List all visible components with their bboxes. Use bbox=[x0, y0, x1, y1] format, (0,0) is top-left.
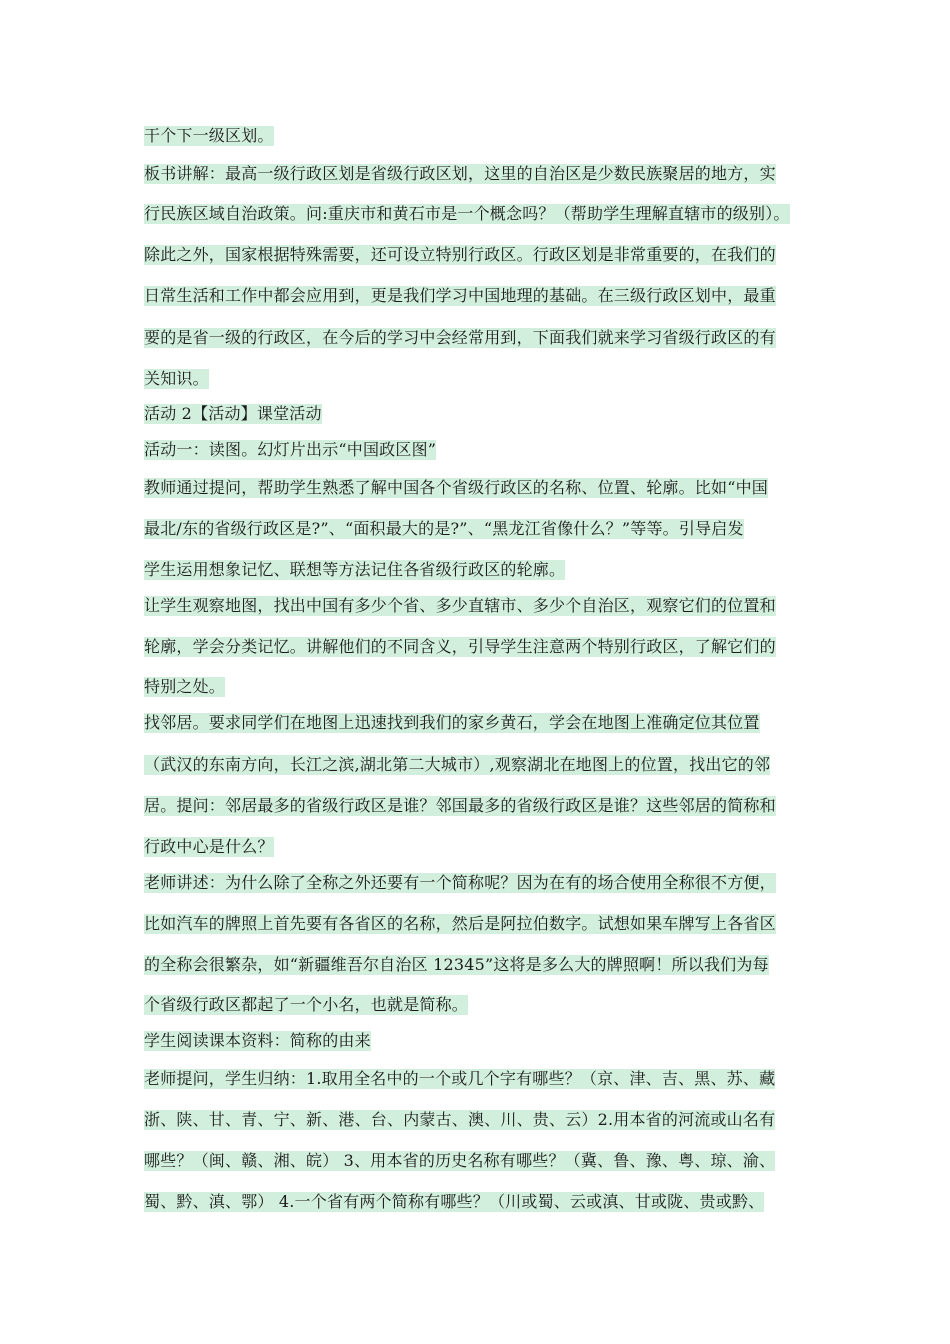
text-line-content: 居。提问：邻居最多的省级行政区是谁？邻国最多的省级行政区是谁？这些邻居的简称和 bbox=[144, 796, 776, 815]
text-line-content: 找邻居。要求同学们在地图上迅速找到我们的家乡黄石，学会在地图上准确定位其位置 bbox=[144, 713, 760, 732]
text-line bbox=[144, 1069, 775, 1089]
text-line-content: 学生运用想象记忆、联想等方法记住各省级行政区的轮廓。 bbox=[144, 560, 566, 579]
text-line-content: 除此之外，国家根据特殊需要，还可设立特别行政区。行政区划是非常重要的，在我们的 bbox=[144, 245, 776, 264]
text-line-content: 教师通过提问，帮助学生熟悉了解中国各个省级行政区的名称、位置、轮廓。比如“中国 bbox=[144, 478, 768, 497]
text-line-content: 让学生观察地图，找出中国有多少个省、多少直辖市、多少个自治区，观察它们的位置和 bbox=[144, 596, 776, 615]
text-line-content: 板书讲解：最高一级行政区划是省级行政区划，这里的自治区是少数民族聚居的地方，实 bbox=[144, 164, 776, 183]
text-line-content: 老师讲述：为什么除了全称之外还要有一个简称呢？因为在有的场合使用全称很不方便， bbox=[144, 873, 776, 892]
text-line bbox=[144, 369, 209, 389]
text-line bbox=[144, 955, 769, 975]
text-line-content: （武汉的东南方向，长江之滨,湖北第二大城市）,观察湖北在地图上的位置，找出它的邻 bbox=[144, 755, 771, 774]
text-line-content: 日常生活和工作中都会应用到，更是我们学习中国地理的基础。在三级行政区划中，最重 bbox=[144, 286, 776, 305]
text-line bbox=[144, 164, 776, 184]
text-line-content: 行政中心是什么？ bbox=[144, 837, 274, 856]
text-line bbox=[144, 596, 776, 616]
text-line-content: 个省级行政区都起了一个小名，也就是简称。 bbox=[144, 995, 469, 1014]
text-line bbox=[144, 796, 776, 816]
text-line-content: 老师提问，学生归纳：1.取用全名中的一个或几个字有哪些？（京、津、吉、黑、苏、藏 bbox=[144, 1069, 776, 1088]
text-line bbox=[144, 637, 776, 657]
text-line bbox=[144, 713, 760, 733]
text-line bbox=[144, 245, 776, 265]
text-line bbox=[144, 286, 776, 306]
text-line-content: 干个下一级区划。 bbox=[144, 126, 274, 145]
text-line-content: 浙、陕、甘、青、宁、新、港、台、内蒙古、澳、川、贵、云）2.用本省的河流或山名有 bbox=[144, 1110, 776, 1129]
text-line bbox=[144, 914, 776, 934]
text-line bbox=[144, 837, 274, 857]
text-line bbox=[144, 995, 468, 1015]
text-line bbox=[144, 519, 744, 539]
section-heading bbox=[144, 404, 322, 424]
text-line bbox=[144, 1031, 371, 1051]
text-line-content: 活动一：读图。幻灯片出示“中国政区图” bbox=[144, 440, 437, 459]
text-line-content: 的全称会很繁杂，如“新疆维吾尔自治区 12345”这将是多么大的牌照啊！所以我们为每 bbox=[144, 955, 769, 974]
text-line bbox=[144, 204, 790, 224]
text-line bbox=[144, 328, 776, 348]
text-line bbox=[144, 873, 776, 893]
text-line-content: 哪些？（闽、赣、湘、皖） 3、用本省的历史名称有哪些？（冀、鲁、豫、粤、琼、渝、 bbox=[144, 1151, 776, 1170]
text-line-content: 关知识。 bbox=[144, 369, 209, 388]
text-line bbox=[144, 755, 770, 775]
text-line-content: 最北/东的省级行政区是?”、“面积最大的是?”、“黑龙江省像什么？”等等。引导启发 bbox=[144, 519, 744, 538]
text-line-content: 要的是省一级的行政区，在今后的学习中会经常用到，下面我们就来学习省级行政区的有 bbox=[144, 328, 776, 347]
text-line bbox=[144, 677, 225, 697]
text-line-content: 学生阅读课本资料：简称的由来 bbox=[144, 1031, 371, 1050]
text-line-content: 行民族区域自治政策。问:重庆市和黄石市是一个概念吗？（帮助学生理解直辖市的级别）。 bbox=[144, 204, 790, 223]
text-line bbox=[144, 1110, 775, 1130]
text-line bbox=[144, 1192, 764, 1212]
text-line-content: 活动 2【活动】课堂活动 bbox=[144, 404, 322, 423]
text-line bbox=[144, 560, 565, 580]
text-line-content: 比如汽车的牌照上首先要有各省区的名称，然后是阿拉伯数字。试想如果车牌写上各省区 bbox=[144, 914, 776, 933]
text-line bbox=[144, 126, 274, 146]
text-line bbox=[144, 478, 768, 498]
text-line-content: 特别之处。 bbox=[144, 677, 226, 696]
text-line bbox=[144, 1151, 775, 1171]
text-line-content: 轮廓，学会分类记忆。讲解他们的不同含义，引导学生注意两个特别行政区，了解它们的 bbox=[144, 637, 776, 656]
text-line bbox=[144, 440, 436, 460]
text-line-content: 蜀、黔、滇、鄂） 4.一个省有两个简称有哪些？（川或蜀、云或滇、甘或陇、贵或黔、 bbox=[144, 1192, 765, 1211]
